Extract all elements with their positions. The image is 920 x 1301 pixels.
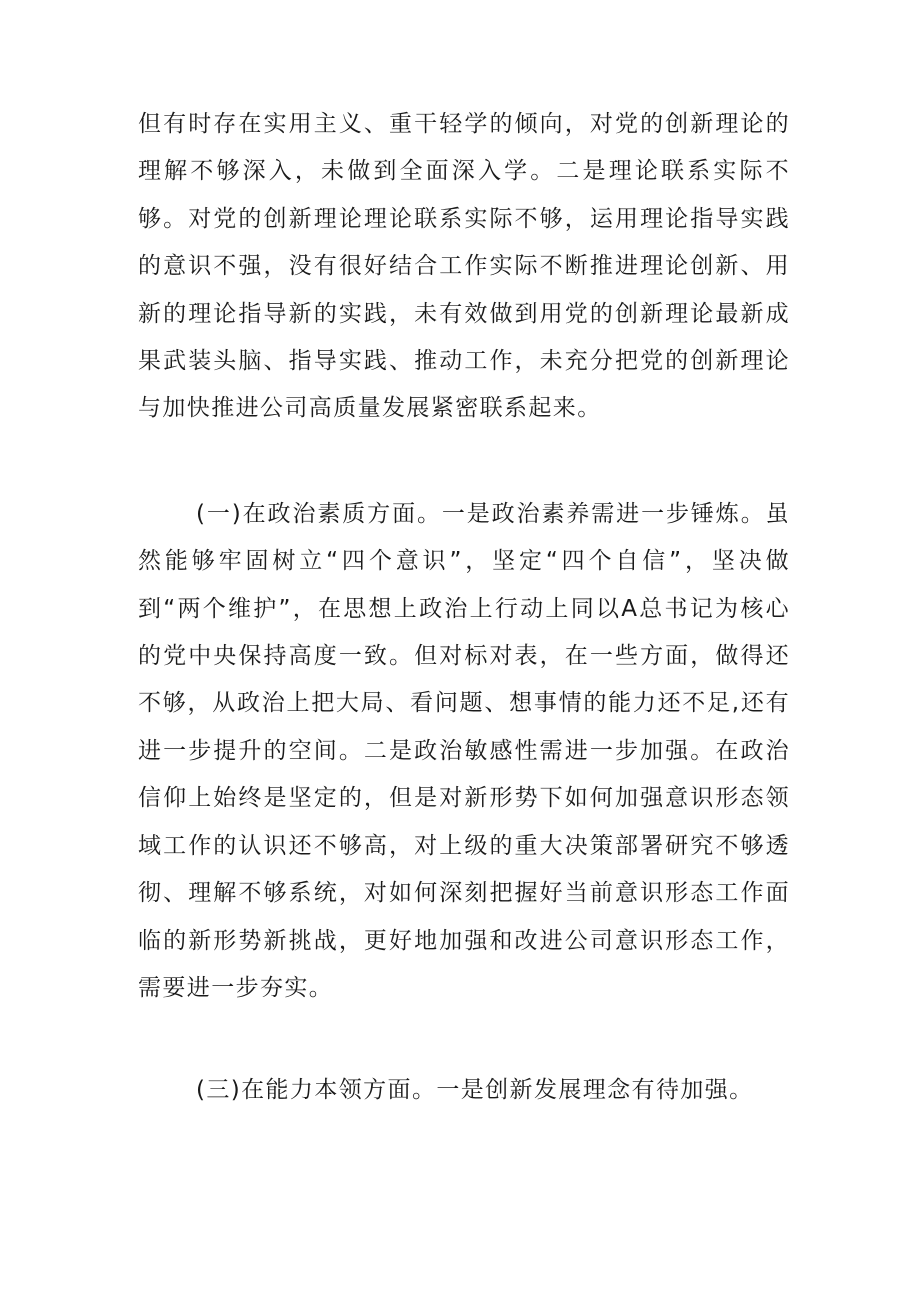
paragraph-political-quality: (一)在政治素质方面。一是政治素养需进一步锤炼。虽然能够牢固树立“四个意识”，坚定“四个自信”，坚决做到“两个维护”，在思想上政治上行动上同以A总书记为核心的党中央保持高度一致。但对标对表，在一些方面，做得还不够，从政治上把大局、看问题、想事情的能力还不足,还有进一步提升的空间。二是政治敏感性需进一步加强。在政治信仰上始终是坚定的，但是对新形势下如何加强意识形态领域工作的认识还不够高，对上级的重大决策部署研究不够透彻、理解不够系统，对如何深刻把握好当前意识形态工作面临的新形势新挑战，更好地加强和改进公司意识形态工作，需要进一步夯实。: [138, 500, 790, 1001]
paragraph-theory-practice: 但有时存在实用主义、重干轻学的倾向，对党的创新理论的理解不够深入，未做到全面深入学。二是理论联系实际不够。对党的创新理论理论联系实际不够，运用理论指导实践的意识不强，没有很好结合工作实际不断推进理论创新、用新的理论指导新的实践，未有效做到用党的创新理论最新成果武装头脑、指导实践、推动工作，未充分把党的创新理论与加快推进公司高质量发展紧密联系起来。: [138, 111, 790, 422]
document-body: [138, 101, 790, 1115]
paragraph-ability: (三)在能力本领方面。一是创新发展理念有待加强。: [196, 1077, 754, 1104]
